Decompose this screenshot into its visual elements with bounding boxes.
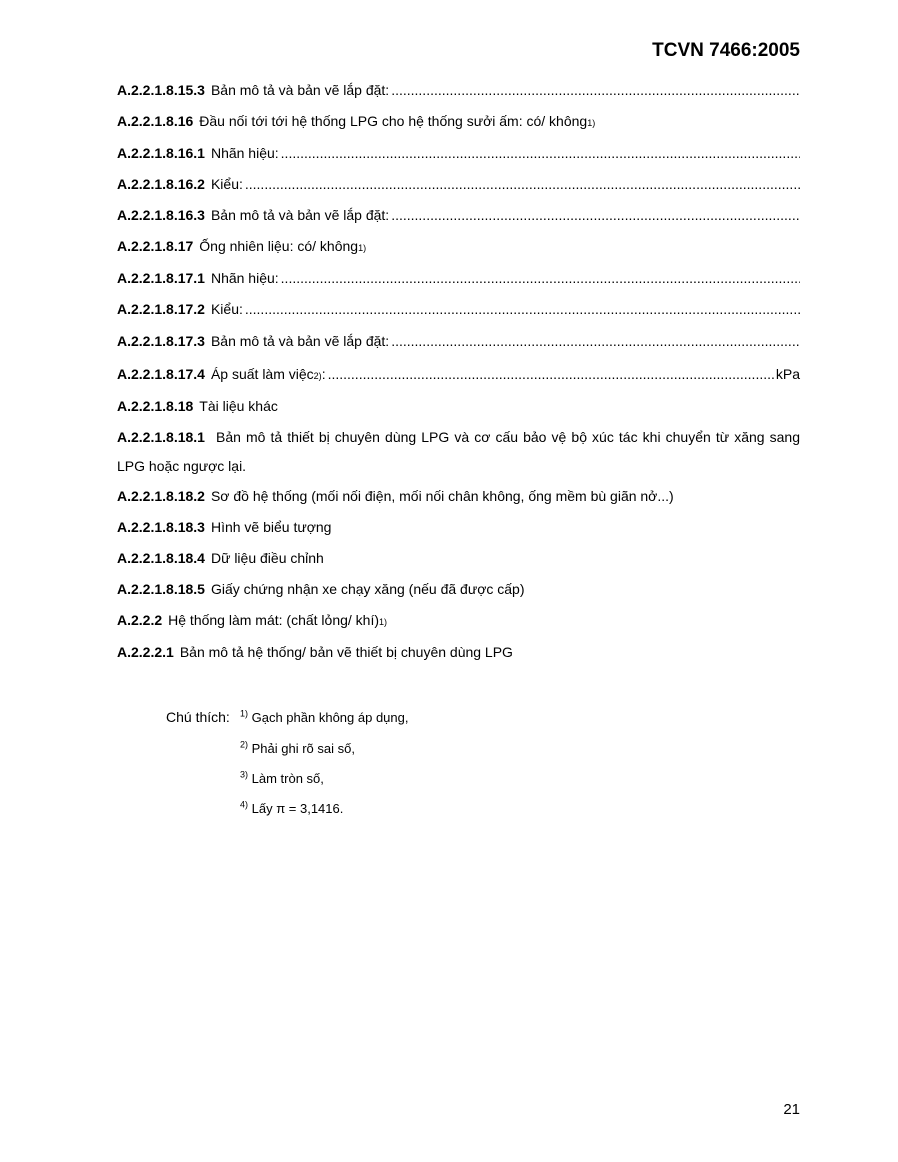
note-entry [240, 740, 355, 758]
dot-leader [391, 80, 800, 100]
item-number: A.2.2.1.8.17 [117, 238, 194, 254]
item-number: A.2.2.1.8.18.4 [117, 550, 205, 566]
item-line [117, 486, 800, 506]
item-line [117, 268, 800, 288]
item-line [117, 517, 800, 537]
item-text: Đầu nối tới tới hệ thống LPG cho hệ thống sưởi ấm: có/ không [199, 113, 588, 129]
item-line: A.2.2.1.8.17.4 Áp suất làm việc 2) : ..... kPa [117, 364, 800, 384]
note-marker: 2) [240, 739, 249, 750]
note-text: Phải ghi rõ sai số, [248, 741, 355, 756]
item-line [117, 205, 800, 225]
item-line [117, 642, 800, 662]
item-text: Bản mô tả và bản vẽ lắp đặt: [210, 333, 390, 349]
item-colon: : [321, 366, 326, 382]
note-entry [240, 709, 408, 727]
item-number: A.2.2.1.8.16.2 [117, 176, 205, 192]
item-number: A.2.2.2 [117, 612, 163, 628]
item-number: A.2.2.1.8.17.3 [117, 333, 205, 349]
item-text: Hệ thống làm mát: (chất lỏng/ khí) [168, 612, 380, 628]
note-text: Làm tròn số, [248, 771, 324, 786]
unit-label: kPa [775, 366, 800, 382]
item-line [117, 80, 800, 100]
item-number: A.2.2.1.8.16.1 [117, 145, 205, 161]
note-marker: 3) [240, 769, 249, 780]
item-text: Bản mô tả và bản vẽ lắp đặt: [210, 82, 390, 98]
dot-leader [391, 205, 800, 225]
item-line [117, 548, 800, 568]
item-line: A.2.2.2 Hệ thống làm mát: (chất lỏng/ khí) 1) [117, 612, 388, 628]
item-text: Áp suất làm việc [210, 366, 314, 382]
paragraph-text: Bản mô tả thiết bị chuyên dùng LPG và cơ cấu bảo vệ bộ xúc tác khi chuyển từ xăng sang LPG hoặc ngược lại. [117, 429, 800, 474]
item-number: A.2.2.2.1 [117, 644, 174, 660]
item-number: A.2.2.1.8.16.3 [117, 207, 205, 223]
item-text: Bản mô tả và bản vẽ lắp đặt: [210, 207, 390, 223]
item-number: A.2.2.1.8.18.3 [117, 519, 205, 535]
paragraph [117, 423, 800, 481]
item-number: A.2.2.1.8.18.2 [117, 488, 205, 504]
dot-leader [391, 331, 800, 351]
item-line [117, 579, 800, 599]
item-number: A.2.2.1.8.16 [117, 113, 194, 129]
note-text: Gạch phần không áp dụng, [248, 710, 409, 725]
notes-label: Chú thích: [166, 709, 230, 725]
dot-leader [245, 174, 800, 194]
item-text: Sơ đồ hệ thống (mối nối điện, mối nối chân không, ống mềm bù giãn nở...) [210, 488, 674, 504]
item-line [117, 143, 800, 163]
item-number: A.2.2.1.8.17.1 [117, 270, 205, 286]
item-line [117, 299, 800, 319]
item-text: Ống nhiên liệu: có/ không [199, 238, 359, 254]
item-number: A.2.2.1.8.17.2 [117, 301, 205, 317]
dot-leader [281, 143, 800, 163]
item-line: A.2.2.1.8.17 Ống nhiên liệu: có/ không 1) [117, 238, 367, 254]
item-number: A.2.2.1.8.18.1 [117, 429, 205, 445]
item-text: Dữ liệu điều chỉnh [210, 550, 324, 566]
item-text: Bản mô tả hệ thống/ bản vẽ thiết bị chuyên dùng LPG [179, 644, 513, 660]
item-text: Kiểu: [210, 176, 243, 192]
item-number: A.2.2.1.8.18.5 [117, 581, 205, 597]
item-number: A.2.2.1.8.18 [117, 398, 194, 414]
dot-leader [245, 299, 800, 319]
item-line [117, 331, 800, 351]
note-entry [240, 770, 324, 788]
standard-code: TCVN 7466:2005 [652, 40, 800, 61]
note-text: Lấy π = 3,1416. [248, 801, 344, 816]
item-line [117, 174, 800, 194]
item-text: Tài liệu khác [199, 398, 278, 414]
item-number: A.2.2.1.8.17.4 [117, 366, 205, 382]
dot-leader [281, 268, 800, 288]
item-line [117, 396, 800, 416]
item-text: Nhãn hiệu: [210, 270, 279, 286]
note-marker: 4) [240, 799, 249, 810]
note-entry [240, 800, 343, 818]
note-marker: 1) [240, 708, 249, 719]
item-line: A.2.2.1.8.16 Đầu nối tới tới hệ thống LPG cho hệ thống sưởi ấm: có/ không 1) [117, 113, 596, 129]
item-text: Giấy chứng nhận xe chạy xăng (nếu đã được cấp) [210, 581, 525, 597]
item-text: Kiểu: [210, 301, 243, 317]
item-text: Nhãn hiệu: [210, 145, 279, 161]
dot-leader [328, 364, 775, 384]
item-number: A.2.2.1.8.15.3 [117, 82, 205, 98]
item-text: Hình vẽ biểu tượng [210, 519, 332, 535]
page-number: 21 [783, 1101, 800, 1118]
